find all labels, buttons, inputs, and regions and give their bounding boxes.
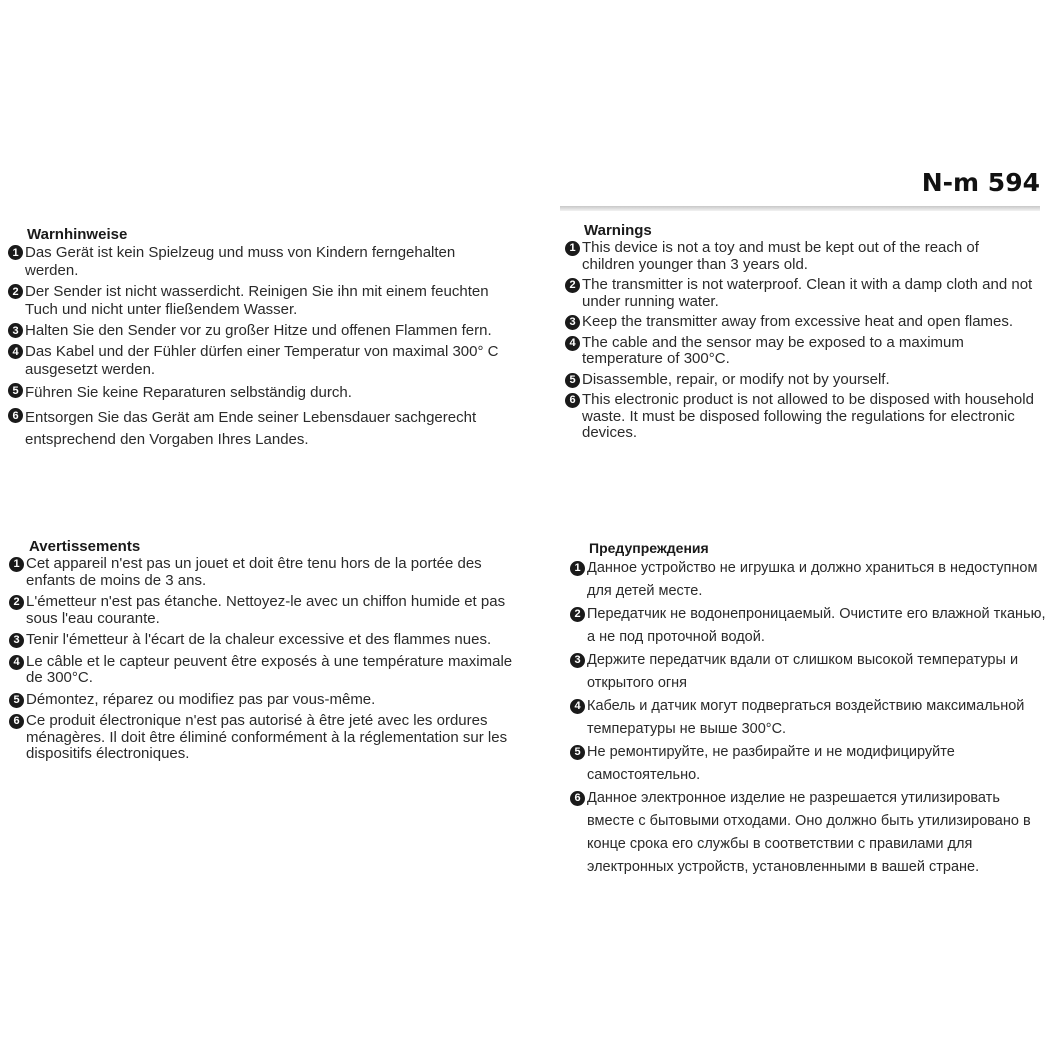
number-4-badge: 4 xyxy=(565,336,580,351)
item-text: Не ремонтируйте, не разбирайте и не модифицируйте самостоятельно. xyxy=(587,744,955,783)
number-3-badge: 3 xyxy=(565,315,580,330)
item-text: Передатчик не водонепроницаемый. Очистите его влажной тканью, а не под проточной водой. xyxy=(587,606,1046,645)
item-text: This device is not a toy and must be kept out of the reach of children younger than 3 years old. xyxy=(582,239,979,273)
item-text: Tenir l'émetteur à l'écart de la chaleur excessive et des flammes nues. xyxy=(26,631,492,648)
warnings-german xyxy=(8,226,508,454)
item-text: Disassemble, repair, or modify not by yourself. xyxy=(582,370,890,388)
list-item xyxy=(565,277,1035,310)
section-title: Warnhinweise xyxy=(27,226,128,243)
number-1-badge: 1 xyxy=(9,557,24,572)
list-item xyxy=(8,244,508,280)
item-text: Der Sender ist nicht wasserdicht. Reinigen Sie ihn mit einem feuchten Tuch und nicht unter fließendem Wasser. xyxy=(25,283,489,318)
number-5-badge: 5 xyxy=(8,383,23,398)
list-item xyxy=(570,649,1050,695)
number-3-badge: 3 xyxy=(9,633,24,648)
item-text: Держите передатчик вдали от слишком высокой температуры и открытого огня xyxy=(587,652,1019,691)
section-title: Warnings xyxy=(584,222,652,239)
item-text: Cet appareil n'est pas un jouet et doit être tenu hors de la portée des enfants de moins de 3 ans. xyxy=(26,555,482,589)
item-text: Le câble et le capteur peuvent être exposés à une température maximale de 300°C. xyxy=(26,652,513,686)
list-item xyxy=(570,695,1050,741)
number-6-badge: 6 xyxy=(565,393,580,408)
item-text: The cable and the sensor may be exposed to a maximum temperature of 300°C. xyxy=(582,333,964,367)
list-item xyxy=(565,335,1035,368)
list-item xyxy=(570,603,1050,649)
section-title: Предупреждения xyxy=(589,540,709,556)
warnings-french xyxy=(9,538,529,768)
list-item xyxy=(570,557,1050,603)
item-text: Entsorgen Sie das Gerät am Ende seiner Lebensdauer sachgerecht entsprechend den Vorgaben Ihres Landes. xyxy=(25,409,477,448)
number-6-badge: 6 xyxy=(9,714,24,729)
item-text: Кабель и датчик могут подвергаться воздействию максимальной температуры не выше 300°C. xyxy=(587,698,1025,737)
list-item xyxy=(565,240,1035,273)
number-3-badge: 3 xyxy=(8,323,23,338)
number-6-badge: 6 xyxy=(570,791,585,806)
number-6-badge: 6 xyxy=(8,408,23,423)
list-item xyxy=(9,713,529,763)
number-5-badge: 5 xyxy=(9,693,24,708)
number-1-badge: 1 xyxy=(8,245,23,260)
item-text: Данное электронное изделие не разрешается утилизировать вместе с бытовыми отходами. Оно должно быть утилизировано в конце срока его службы в соответствии с правилами для электронных устройств, установленными в вашей стране. xyxy=(587,790,1031,875)
list-item xyxy=(565,392,1035,442)
model-number: N-m 594 xyxy=(921,168,1040,197)
number-4-badge: 4 xyxy=(8,344,23,359)
list-item xyxy=(8,283,508,319)
number-2-badge: 2 xyxy=(8,284,23,299)
number-3-badge: 3 xyxy=(570,653,585,668)
warnings-russian xyxy=(570,540,1050,879)
header-divider xyxy=(560,206,1040,211)
number-4-badge: 4 xyxy=(570,699,585,714)
item-text: Führen Sie keine Reparaturen selbständig durch. xyxy=(25,384,352,401)
number-4-badge: 4 xyxy=(9,655,24,670)
list-item xyxy=(8,382,508,404)
item-text: Das Gerät ist kein Spielzeug und muss von Kindern ferngehalten werden. xyxy=(25,244,456,279)
list-item xyxy=(9,654,529,687)
item-text: Démontez, réparez ou modifiez pas par vous-même. xyxy=(26,690,376,708)
number-5-badge: 5 xyxy=(570,745,585,760)
number-2-badge: 2 xyxy=(570,607,585,622)
item-text: L'émetteur n'est pas étanche. Nettoyez-le avec un chiffon humide et pas sous l'eau courante. xyxy=(26,593,506,627)
list-item xyxy=(9,692,529,709)
item-text: Keep the transmitter away from excessive heat and open flames. xyxy=(582,313,1014,330)
item-text: This electronic product is not allowed to be disposed with household waste. It must be disposed following the regulations for electronic devices. xyxy=(582,391,1034,441)
item-text: Ce produit électronique n'est pas autorisé à être jeté avec les ordures ménagères. Il doit être éliminé conformément à la réglementation sur les dispositifs électroniques. xyxy=(26,712,508,762)
list-item xyxy=(8,343,508,379)
number-1-badge: 1 xyxy=(570,561,585,576)
item-text: Данное устройство не игрушка и должно храниться в недоступном для детей месте. xyxy=(587,560,1038,599)
section-title: Avertissements xyxy=(29,538,141,555)
list-item xyxy=(9,556,529,589)
list-item xyxy=(8,322,508,340)
number-5-badge: 5 xyxy=(565,373,580,388)
item-text: The transmitter is not waterproof. Clean it with a damp cloth and not under running water. xyxy=(582,276,1033,310)
number-2-badge: 2 xyxy=(9,595,24,610)
number-2-badge: 2 xyxy=(565,278,580,293)
list-item xyxy=(565,372,1035,389)
item-text: Das Kabel und der Fühler dürfen einer Temperatur von maximal 300° C ausgesetzt werden. xyxy=(25,343,499,378)
list-item xyxy=(9,594,529,627)
list-item xyxy=(570,787,1050,879)
list-item xyxy=(9,632,529,649)
list-item xyxy=(570,741,1050,787)
warnings-english xyxy=(565,222,1035,446)
item-text: Halten Sie den Sender vor zu großer Hitze und offenen Flammen fern. xyxy=(25,322,492,339)
number-1-badge: 1 xyxy=(565,241,580,256)
list-item xyxy=(8,407,508,451)
list-item xyxy=(565,314,1035,331)
